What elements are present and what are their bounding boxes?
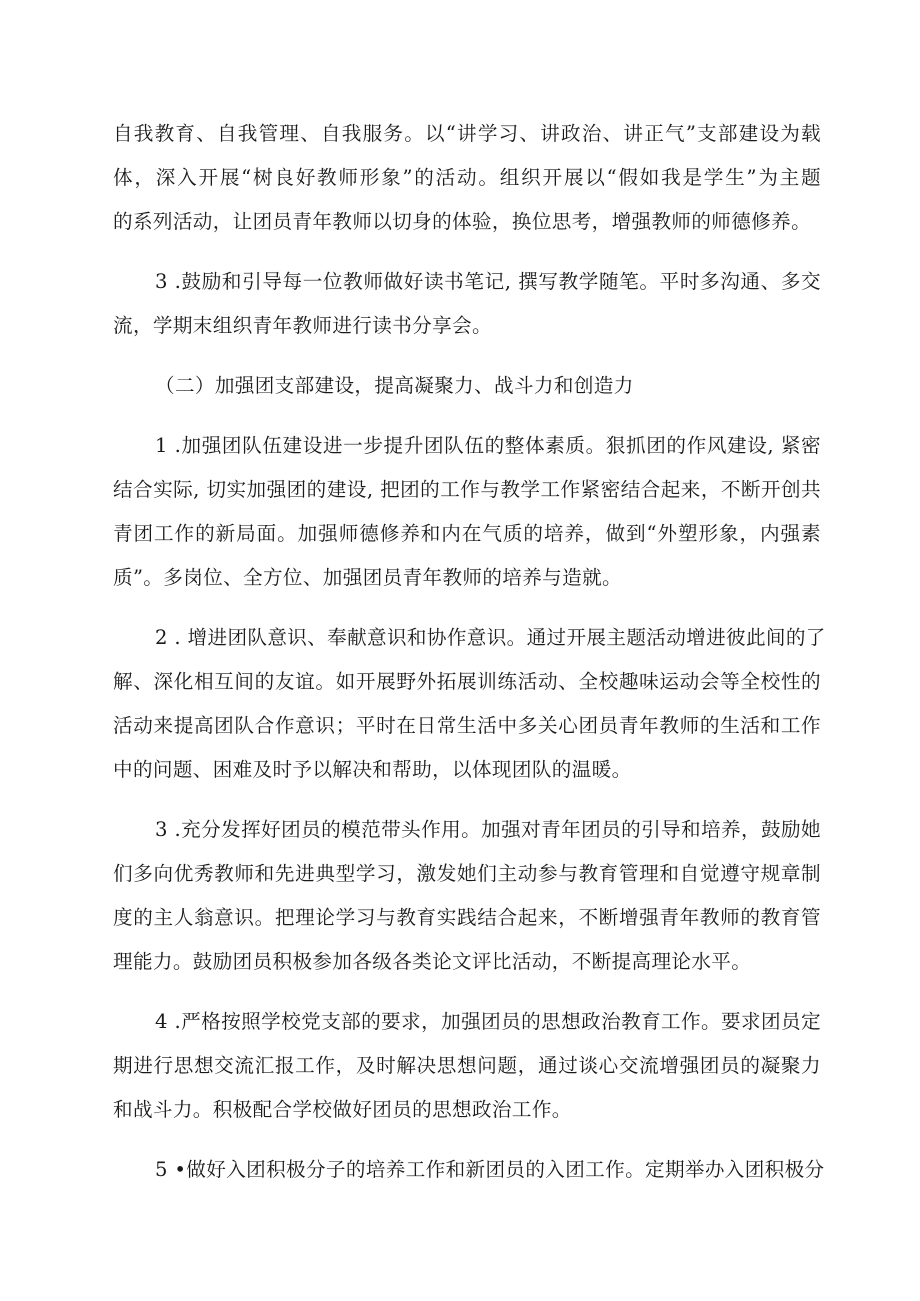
paragraph-item-3-model (113, 808, 821, 984)
text-line: 流，学期末组织青年教师进行读书分享会。 (113, 314, 492, 337)
text-line: 的系列活动，让团员青年教师以切身的体验，换位思考，增强教师的师德修养。 (113, 210, 812, 233)
paragraph-item-3-reading (113, 260, 821, 348)
text-line: 解、深化相互间的友谊。如开展野外拓展训练活动、全校趣味运动会等全校性的 (113, 670, 821, 693)
section-heading-2 (113, 364, 821, 408)
text-line: 1 .加强团队伍建设进一步提升团队伍的整体素质。狠抓团的作风建设, 紧密 (155, 434, 821, 457)
text-line: 活动来提高团队合作意识；平时在日常生活中多关心团员青年教师的生活和工作 (113, 714, 821, 737)
text-line: 3 .鼓励和引导每一位教师做好读书笔记, 撰写教学随笔。平时多沟通、多交 (155, 270, 821, 293)
text-line: 自我教育、自我管理、自我服务。以“讲学习、讲政治、讲正气”支部建设为载 (113, 122, 821, 145)
document-page (113, 112, 826, 1208)
paragraph-item-2-awareness (113, 616, 826, 792)
paragraph-item-4-political (113, 1000, 821, 1132)
text-line: 和战斗力。积极配合学校做好团员的思想政治工作。 (113, 1098, 572, 1121)
text-line: 质”。多岗位、全方位、加强团员青年教师的培养与造就。 (113, 566, 622, 589)
text-line: 青团工作的新局面。加强师德修养和内在气质的培养，做到“外塑形象，内强素 (113, 522, 821, 545)
text-line: 2 . 增进团队意识、奉献意识和协作意识。通过开展主题活动增进彼此间的了 (155, 626, 826, 649)
paragraph-item-1-team (113, 424, 821, 600)
text-line: 理能力。鼓励团员积极参加各级各类论文评比活动，不断提高理论水平。 (113, 950, 752, 973)
text-line: 结合实际, 切实加强团的建设, 把团的工作与教学工作紧密结合起来，不断开创共 (113, 478, 821, 501)
text-line: 度的主人翁意识。把理论学习与教育实践结合起来，不断增强青年教师的教育管 (113, 906, 821, 929)
paragraph-item-5-activists (113, 1148, 825, 1192)
text-line: 中的问题、困难及时予以解决和帮助，以体现团队的温暖。 (113, 758, 632, 781)
section-heading-text: （二）加强团支部建设，提高凝聚力、战斗力和创造力 (155, 374, 634, 397)
text-line: 体，深入开展“树良好教师形象”的活动。组织开展以“假如我是学生”为主题 (113, 166, 821, 189)
text-line: 们多向优秀教师和先进典型学习，激发她们主动参与教育管理和自觉遵守规章制 (113, 862, 821, 885)
paragraph-intro-continuation (113, 112, 821, 244)
text-line: 期进行思想交流汇报工作，及时解决思想问题，通过谈心交流增强团员的凝聚力 (113, 1054, 821, 1077)
text-line: 5 •做好入团积极分子的培养工作和新团员的入团工作。定期举办入团积极分 (155, 1158, 825, 1181)
text-line: 3 .充分发挥好团员的模范带头作用。加强对青年团员的引导和培养，鼓励她 (155, 818, 821, 841)
text-line: 4 .严格按照学校党支部的要求，加强团员的思想政治教育工作。要求团员定 (155, 1010, 821, 1033)
